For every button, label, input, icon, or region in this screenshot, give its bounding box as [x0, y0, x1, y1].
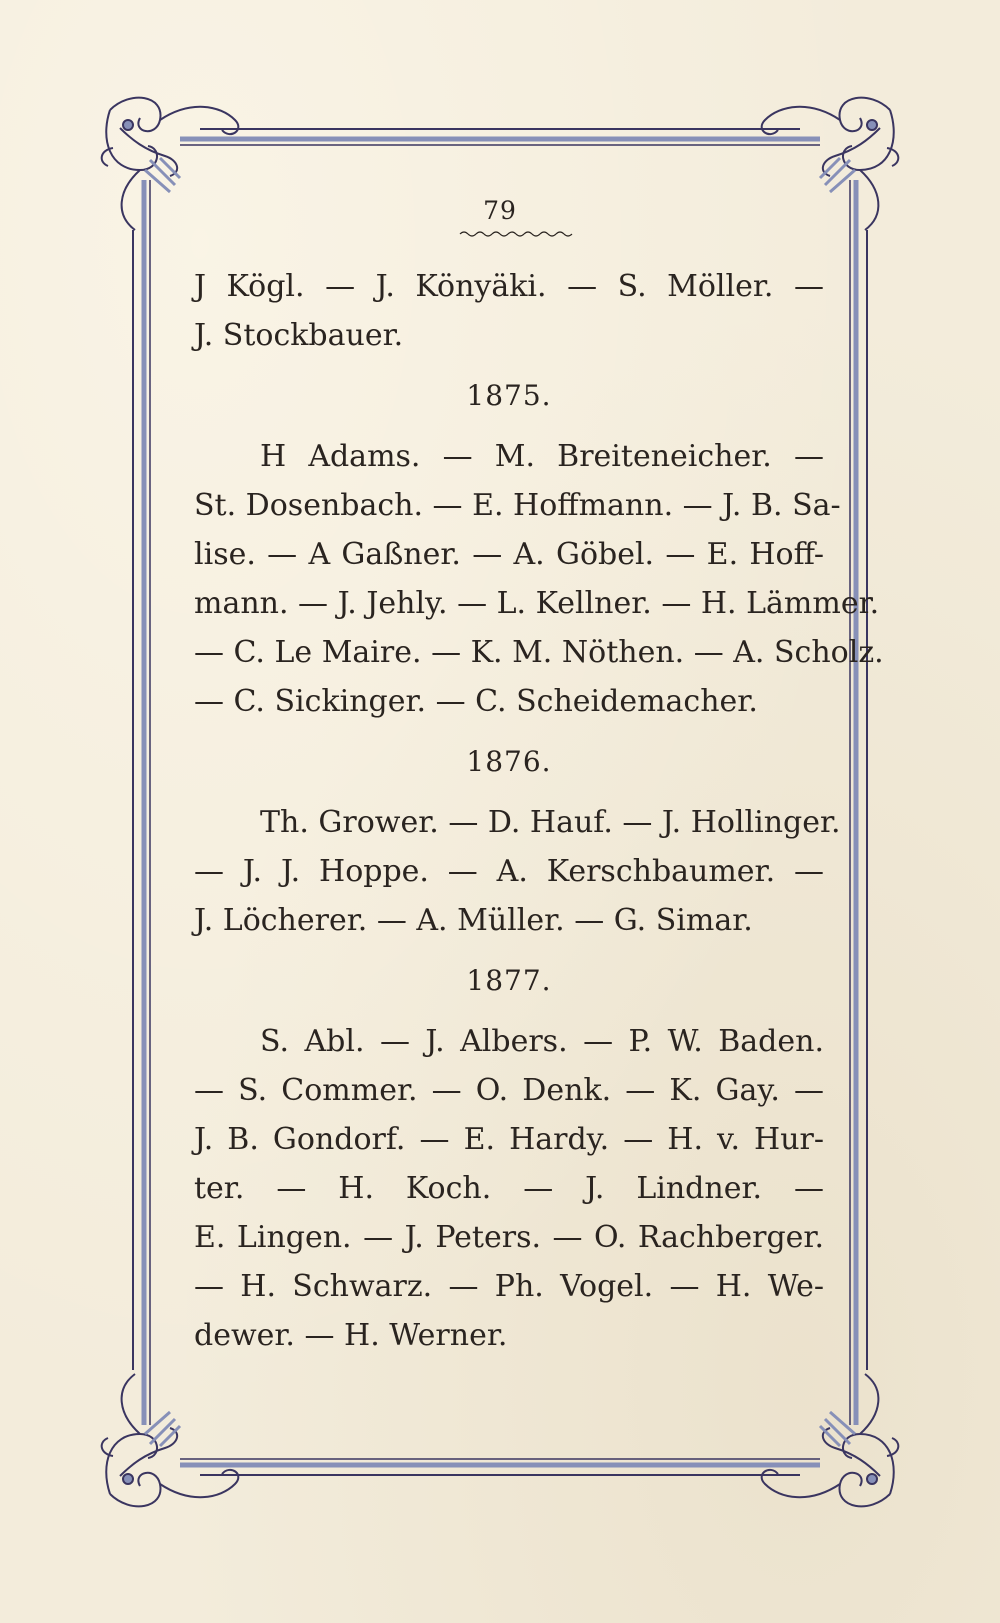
page-number: 79 — [483, 196, 517, 225]
text-line: — C. Le Maire. — K. M. Nöthen. — A. Scholz. — [194, 635, 884, 670]
text-line: — C. Sickinger. — C. Scheidemacher. — [194, 684, 758, 719]
text-line: E. Lingen. — J. Peters. — O. Rachberger. — [194, 1220, 824, 1255]
section-1876 — [194, 736, 841, 945]
names-list — [194, 262, 884, 1360]
floral-corner-ornament-icon — [762, 1374, 899, 1506]
text-line: — H. Schwarz. — Ph. Vogel. — H. We- — [194, 1269, 824, 1304]
text-line: S. Abl. — J. Albers. — P. W. Baden. — [260, 1024, 824, 1059]
text-line: ter. — H. Koch. — J. Lindner. — — [194, 1171, 824, 1206]
text-line: Th. Grower. — D. Hauf. — J. Hollinger. — [260, 805, 841, 840]
text-line: H Adams. — M. Breiteneicher. — — [260, 439, 824, 474]
section-1875 — [194, 370, 884, 726]
section-1877 — [194, 955, 824, 1360]
section-continuation — [194, 262, 824, 360]
text-line: J. B. Gondorf. — E. Hardy. — H. v. Hur- — [194, 1122, 824, 1157]
wavy-rule-icon — [458, 229, 578, 239]
text-line: J Kögl. — J. Könyäki. — S. Möller. — — [194, 269, 824, 304]
text-line: J. Stockbauer. — [194, 318, 404, 353]
text-line: dewer. — H. Werner. — [194, 1318, 508, 1353]
year-heading: 1876. — [466, 745, 552, 778]
text-line: St. Dosenbach. — E. Hoffmann. — J. B. Sa- — [194, 488, 841, 523]
text-line: — S. Commer. — O. Denk. — K. Gay. — — [194, 1073, 824, 1108]
text-line: lise. — A Gaßner. — A. Göbel. — E. Hoff- — [194, 537, 824, 572]
year-heading: 1875. — [466, 379, 552, 412]
floral-corner-ornament-icon — [102, 1374, 239, 1506]
text-line: mann. — J. Jehly. — L. Kellner. — H. Lämmer. — [194, 586, 880, 621]
text-line: J. Löcherer. — A. Müller. — G. Simar. — [194, 903, 753, 938]
text-line: — J. J. Hoppe. — A. Kerschbaumer. — — [194, 854, 824, 889]
year-heading: 1877. — [466, 964, 552, 997]
